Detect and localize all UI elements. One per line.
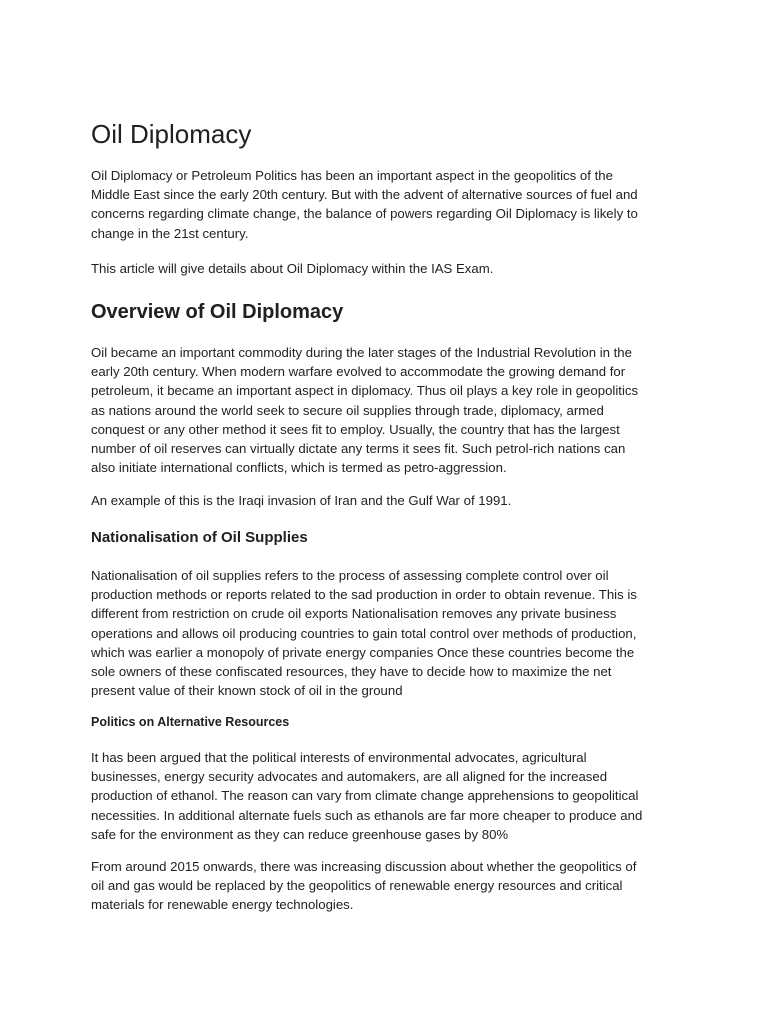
page-title: Oil Diplomacy xyxy=(91,119,252,149)
renewables-paragraph: From around 2015 onwards, there was increasing discussion about whether the geopolitics of oil and gas would be replaced by the geopolitics of renewable energy resources and critical materials for renewable energy technologies. xyxy=(91,859,637,913)
intro-paragraph: Oil Diplomacy or Petroleum Politics has been an important aspect in the geopolitics of the Middle East since the early 20th century. But with the advent of alternative sources of fuel and concerns regarding climate change, the balance of powers regarding Oil Diplomacy is likely to change in the 21st century. xyxy=(91,168,638,241)
alternative-resources-heading: Politics on Alternative Resources xyxy=(91,715,290,729)
alternative-paragraph: It has been argued that the political interests of environmental advocates, agricultural businesses, energy security advocates and automakers, are all aligned for the increased production of ethanol. The reason can vary from climate change apprehensions to geopolitical necessities. In additional alternate fuels such as ethanols are far more cheaper to produce and safe for the environment as they can reduce greenhouse gases by 80% xyxy=(91,750,643,842)
intro-note-paragraph: This article will give details about Oil Diplomacy within the IAS Exam. xyxy=(91,261,494,276)
nationalisation-paragraph: Nationalisation of oil supplies refers to the process of assessing complete control over oil production methods or reports related to the sad production in order to obtain revenue. This is different from restriction on crude oil exports Nationalisation removes any private business operations and allows oil producing countries to gain total control over methods of production, which was earlier a monopoly of private energy companies Once these countries become the sole owners of these confiscated resources, they have to decide how to maximize the net present value of their known stock of oil in the ground xyxy=(91,568,637,699)
overview-example-paragraph: An example of this is the Iraqi invasion of Iran and the Gulf War of 1991. xyxy=(91,493,512,508)
overview-heading: Overview of Oil Diplomacy xyxy=(91,301,344,323)
nationalisation-heading: Nationalisation of Oil Supplies xyxy=(91,529,308,546)
overview-paragraph: Oil became an important commodity during the later stages of the Industrial Revolution in the early 20th century. When modern warfare evolved to accommodate the growing demand for petroleum, it became an important aspect in diplomacy. Thus oil plays a key role in geopolitics as nations around the world seek to secure oil supplies through trade, diplomacy, armed conquest or any other method it sees fit to employ. Usually, the country that has the largest number of oil reserves can virtually dictate any terms it sees fit. Such petrol-rich nations can also initiate international conflicts, which is termed as petro-aggression. xyxy=(91,345,639,476)
